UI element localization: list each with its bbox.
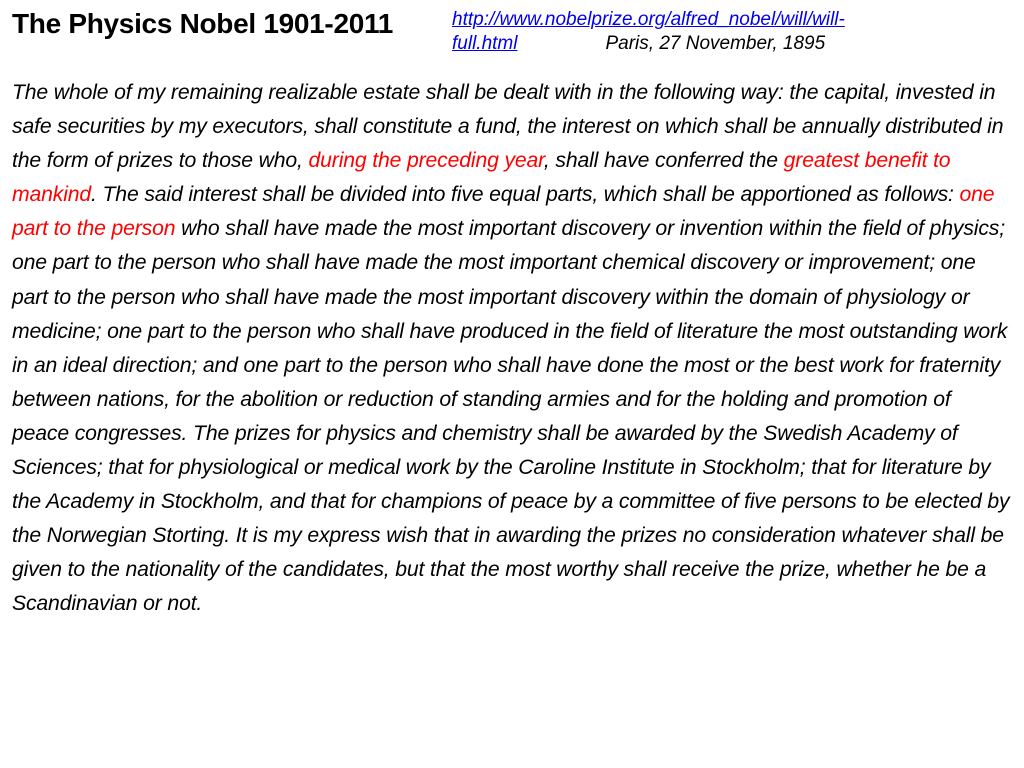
highlight-greatest-benefit: greatest benefit to mankind [12, 149, 951, 207]
will-text-segment: who shall have made the most important discovery or invention within the field of physics; one part to the person who shall have made the most important chemical discovery or improvement; one part to the person who shall have made the most important discovery within the domain of physiology or medicine; one part to the person who shall have produced in the field of literature the most outstanding work in an ideal direction; and one part to the person who shall have done the most or the best work for fraternity between nations, for the abolition or reduction of standing armies and for the holding and promotion of peace congresses. The prizes for physics and chemistry shall be awarded by the Swedish Academy of Sciences; that for physiological or medical work by the Caroline Institute in Stockholm; that for literature by the Academy in Stockholm, and that for champions of peace by a committee of five persons to be elected by the Norwegian Storting. It is my express wish that in awarding the prizes no consideration whatever shall be given to the nationality of the candidates, but that the most worthy shall receive the prize, whether he be a Scandinavian or not. [12, 217, 1010, 616]
will-text-segment: , shall have conferred the [543, 149, 784, 173]
source-link-line-1: http://www.nobelprize.org/alfred_nobel/will/will- [452, 9, 845, 30]
source-reference [452, 8, 1012, 56]
will-excerpt [12, 76, 1012, 622]
highlight-preceding-year: during the preceding year [308, 149, 544, 173]
will-text-segment: The whole of my remaining realizable estate shall be dealt with in the following way: the capital, invested in safe securities by my executors, shall constitute a fund, the interest on which shall be annually distributed in the form of prizes to those who, [12, 81, 1004, 173]
will-text-segment: . The said interest shall be divided into five equal parts, which shall be apportioned as follows: [91, 183, 960, 207]
source-link-line-2: full.html [452, 33, 518, 54]
highlight-one-part: one part to the person [12, 183, 995, 241]
slide-title: The Physics Nobel 1901-2011 [12, 8, 394, 39]
place-date: Paris, 27 November, 1895 [605, 33, 826, 54]
